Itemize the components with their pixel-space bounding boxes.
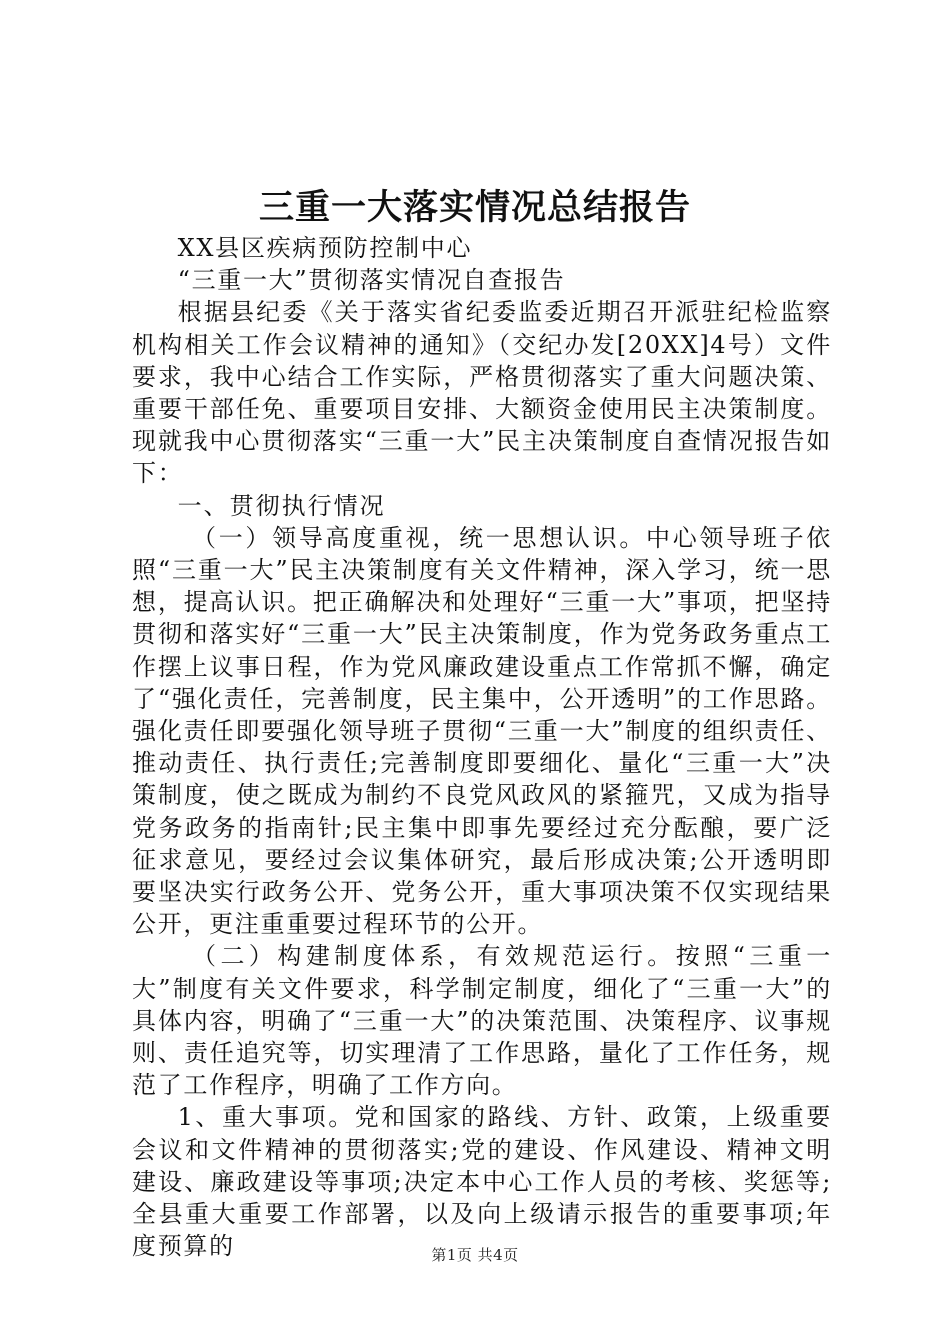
paragraph-intro: 根据县纪委《关于落实省纪委监委近期召开派驻纪检监察机构相关工作会议精神的通知》（交纪办发[20XX]4号）文件要求，我中心结合工作实际，严格贯彻落实了重大问题决策、重要干部任免、重要项目安排、大额资金使用民主决策制度。现就我中心贯彻落实“三重一大”民主决策制度自查情况报告如下：	[132, 298, 832, 488]
report-subtitle-line: “三重一大”贯彻落实情况自查报告	[177, 266, 566, 295]
document-body	[132, 232, 832, 1263]
paragraph-section-1-1: （一）领导高度重视，统一思想认识。中心领导班子依照“三重一大”民主决策制度有关文件精神，深入学习，统一思想，提高认识。把正确解决和处理好“三重一大”事项，把坚持贯彻和落实好“三重一大”民主决策制度，作为党务政务重点工作摆上议事日程，作为党风廉政建设重点工作常抓不懈，确定了“强化责任，完善制度，民主集中，公开透明”的工作思路。强化责任即要强化领导班子贯彻“三重一大”制度的组织责任、推动责任、执行责任;完善制度即要细化、量化“三重一大”决策制度，使之既成为制约不良党风政风的紧箍咒，又成为指导党务政务的指南针;民主集中即事先要经过充分酝酿，要广泛征求意见，要经过会议集体研究，最后形成决策;公开透明即要坚决实行政务公开、党务公开，重大事项决策不仅实现结果公开，更注重重要过程环节的公开。	[132, 523, 832, 939]
section-heading-1: 一、贯彻执行情况	[177, 491, 386, 520]
paragraph-section-1-2: （二）构建制度体系，有效规范运行。按照“三重一大”制度有关文件要求，科学制定制度，细化了“三重一大”的具体内容，明确了“三重一大”的决策范围、决策程序、议事规则、责任追究等，切实理清了工作思路，量化了工作任务，规范了工作程序，明确了工作方向。	[132, 942, 832, 1100]
page-footer: 第1页 共4页	[431, 1246, 519, 1264]
document-title: 三重一大落实情况总结报告	[258, 187, 691, 228]
paragraph-item-1: 1、重大事项。党和国家的路线、方针、政策，上级重要会议和文件精神的贯彻落实;党的建设、作风建设、精神文明建设、廉政建设等事项;决定本中心工作人员的考核、奖惩等;全县重大重要工作部署，以及向上级请示报告的重要事项;年度预算的	[132, 1103, 832, 1261]
org-line: XX县区疾病预防控制中心	[177, 234, 473, 262]
